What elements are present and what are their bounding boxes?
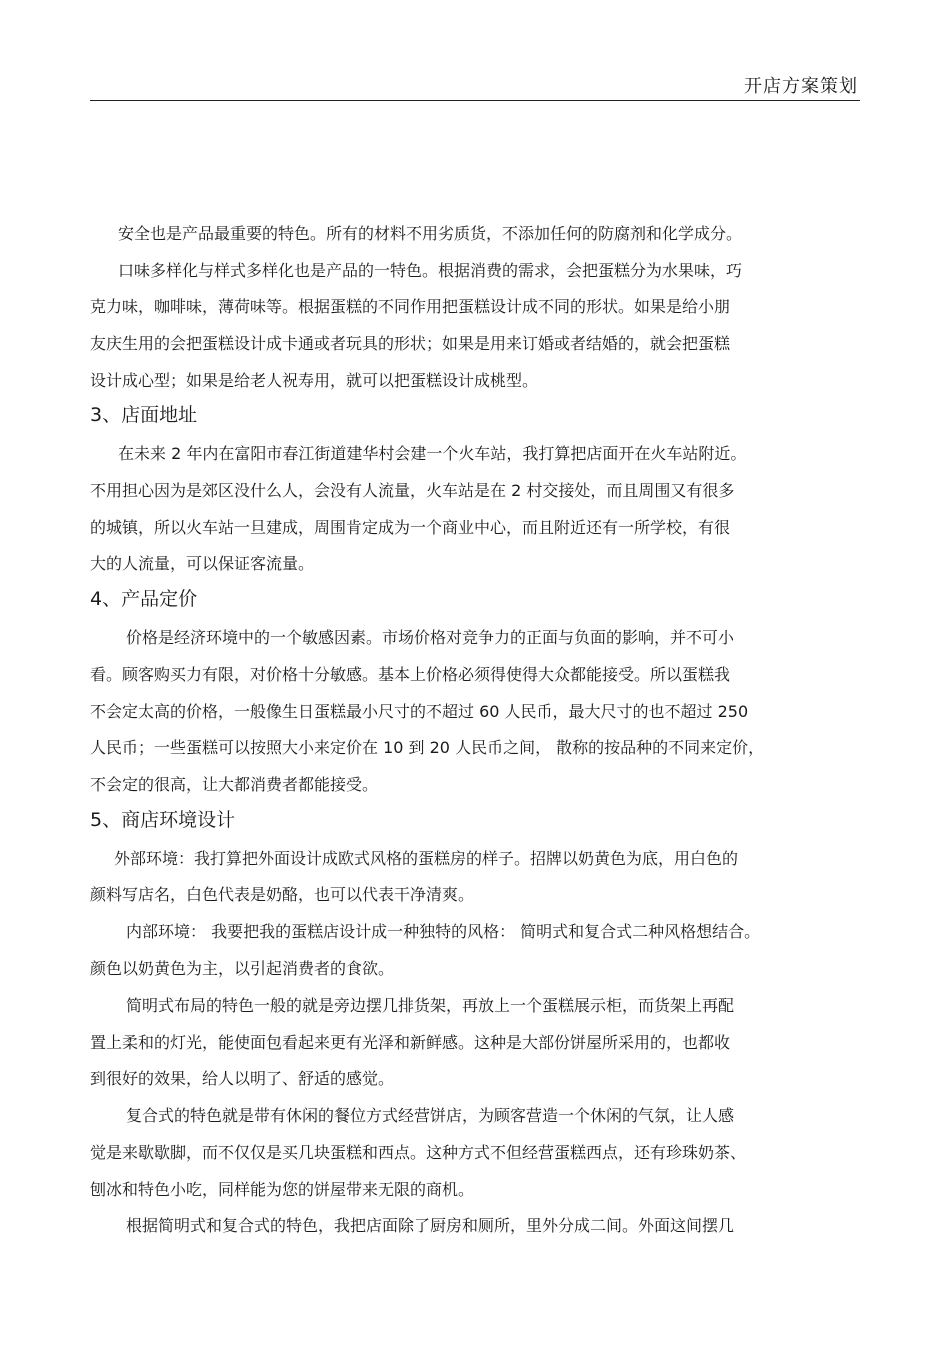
paragraph-line: 觉是来歇歇脚，而不仅仅是买几块蛋糕和西点。这种方式不但经营蛋糕西点，还有珍珠奶茶、	[90, 1143, 747, 1162]
paragraph-line: 的城镇，所以火车站一旦建成，周围肯定成为一个商业中心，而且附近还有一所学校，有很	[90, 518, 731, 537]
paragraph-line: 内部环境： 我要把我的蛋糕店设计成一种独特的风格： 简明式和复合式二种风格想结合。	[126, 922, 761, 941]
paragraph-line: 价格是经济环境中的一个敏感因素。市场价格对竞争力的正面与负面的影响，并不可小	[126, 628, 735, 647]
paragraph-line: 大的人流量，可以保证客流量。	[90, 554, 315, 573]
section-heading: 5、商店环境设计	[90, 809, 236, 831]
paragraph-line: 简明式布局的特色一般的就是旁边摆几排货架，再放上一个蛋糕展示柜，而货架上再配	[126, 996, 735, 1015]
paragraph-line: 看。顾客购买力有限，对价格十分敏感。基本上价格必须得使得大众都能接受。所以蛋糕我	[90, 665, 731, 684]
paragraph-line: 人民币；一些蛋糕可以按照大小来定价在 10 到 20 人民币之间， 散称的按品种的不同来定价，	[90, 738, 765, 757]
paragraph-line: 外部环境：我打算把外面设计成欧式风格的蛋糕房的样子。招牌以奶黄色为底，用白色的	[114, 849, 739, 868]
paragraph-line: 克力味，咖啡味，薄荷味等。根据蛋糕的不同作用把蛋糕设计成不同的形状。如果是给小朋	[90, 297, 731, 316]
paragraph-line: 复合式的特色就是带有休闲的餐位方式经营饼店，为顾客营造一个休闲的气氛，让人感	[126, 1106, 735, 1125]
paragraph-line: 安全也是产品最重要的特色。所有的材料不用劣质货，不添加任何的防腐剂和化学成分。	[118, 224, 743, 243]
page-header-title: 开店方案策划	[744, 76, 858, 97]
paragraph-line: 友庆生用的会把蛋糕设计成卡通或者玩具的形状；如果是用来订婚或者结婚的，就会把蛋糕	[90, 334, 731, 353]
paragraph-line: 颜料写店名，白色代表是奶酪，也可以代表干净清爽。	[90, 885, 475, 904]
paragraph-line: 到很好的效果，给人以明了、舒适的感觉。	[90, 1069, 395, 1088]
paragraph-line: 不会定的很高，让大都消费者都能接受。	[90, 775, 379, 794]
paragraph-line: 不会定太高的价格，一般像生日蛋糕最小尺寸的不超过 60 人民币，最大尺寸的也不超过 250	[90, 702, 749, 721]
section-heading: 3、店面地址	[90, 404, 198, 426]
header-divider	[90, 100, 860, 101]
paragraph-line: 设计成心型；如果是给老人祝寿用，就可以把蛋糕设计成桃型。	[90, 371, 539, 390]
paragraph-line: 颜色以奶黄色为主，以引起消费者的食欲。	[90, 959, 395, 978]
section-heading: 4、产品定价	[90, 588, 198, 610]
paragraph-line: 置上柔和的灯光，能使面包看起来更有光泽和新鲜感。这种是大部份饼屋所采用的，也都收	[90, 1033, 731, 1052]
paragraph-line: 根据简明式和复合式的特色，我把店面除了厨房和厕所，里外分成二间。外面这间摆几	[126, 1216, 735, 1235]
paragraph-line: 口味多样化与样式多样化也是产品的一特色。根据消费的需求，会把蛋糕分为水果味，巧	[118, 261, 743, 280]
paragraph-line: 不用担心因为是郊区没什么人，会没有人流量，火车站是在 2 村交接处，而且周围又有很多	[90, 481, 735, 500]
paragraph-line: 刨冰和特色小吃，同样能为您的饼屋带来无限的商机。	[90, 1180, 475, 1199]
paragraph-line: 在未来 2 年内在富阳市春江街道建华村会建一个火车站，我打算把店面开在火车站附近。	[118, 444, 747, 463]
